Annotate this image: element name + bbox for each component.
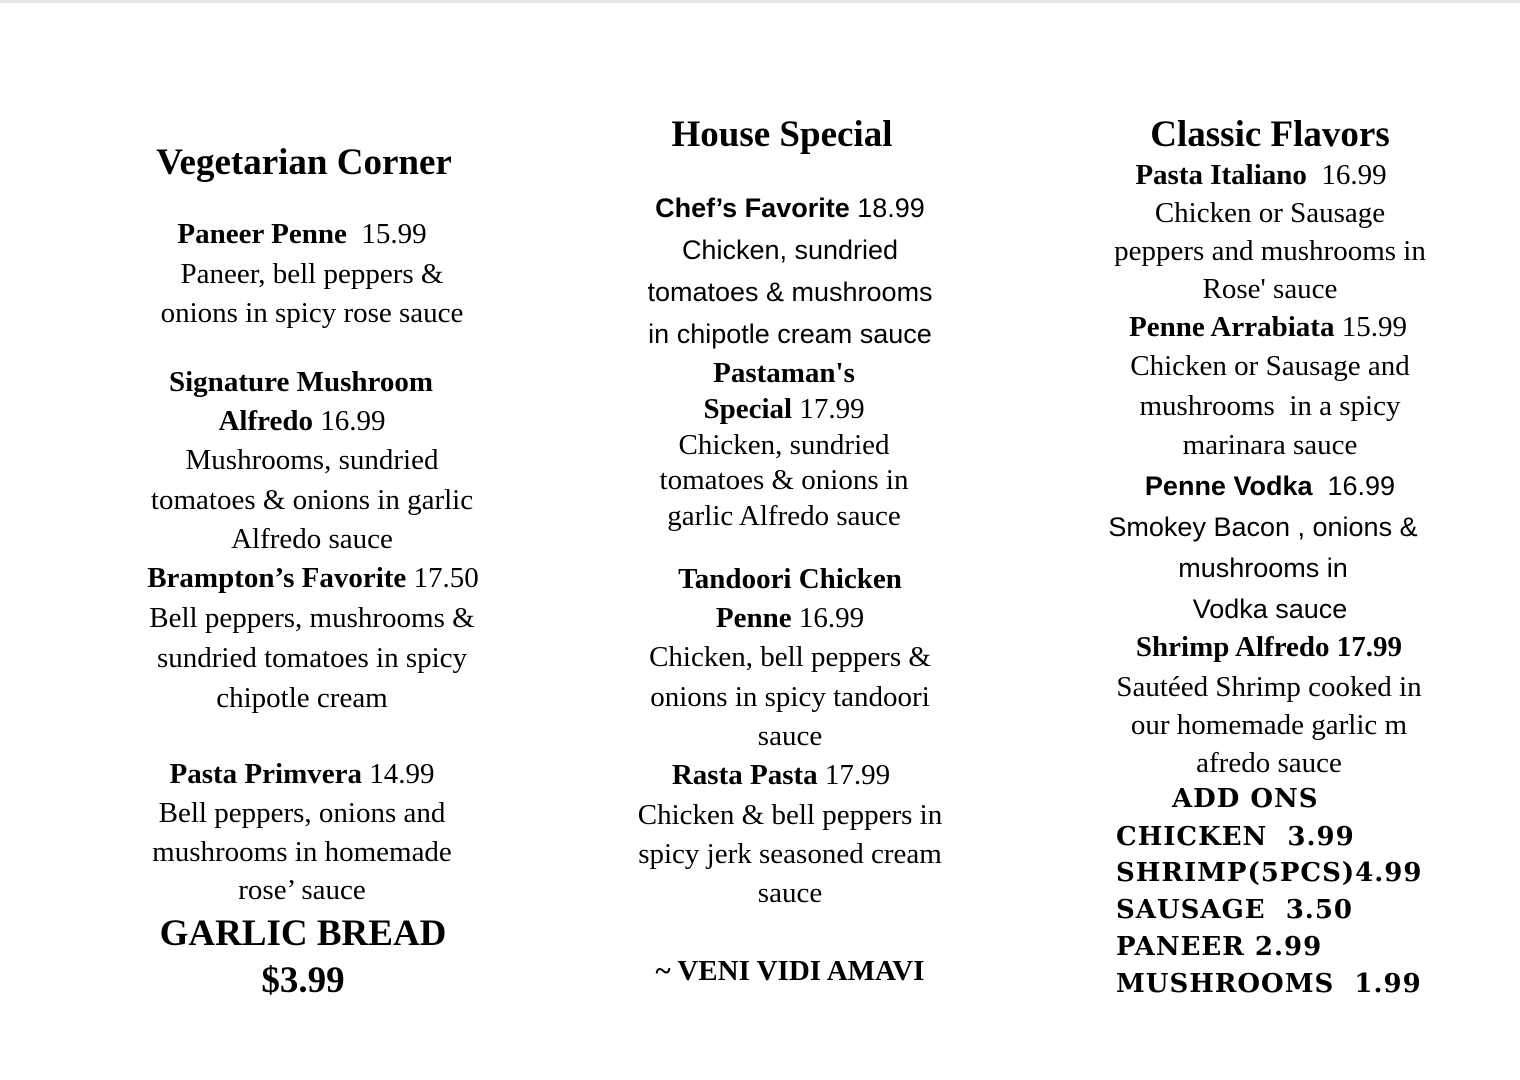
- chefs-favorite-title: [655, 193, 925, 224]
- penne-arrabiata-name: Penne Arrabiata: [1129, 311, 1335, 343]
- pastamans-special-desc-3: garlic Alfredo sauce: [667, 500, 901, 532]
- paneer-penne-title: [177, 218, 426, 251]
- pastamans-special-title: [703, 393, 864, 426]
- tandoori-chicken-desc-1: Chicken, bell peppers &: [649, 641, 931, 673]
- pasta-primvera-name: Pasta Primvera: [169, 758, 362, 790]
- classic-flavors-heading: Classic Flavors: [1150, 114, 1390, 155]
- add-on-item: SAUSAGE 3.50: [1116, 895, 1354, 925]
- add-on-item: CHICKEN 3.99: [1116, 822, 1355, 852]
- paneer-penne-price: 15.99: [361, 218, 427, 250]
- bramptons-favorite-price: 17.50: [413, 562, 479, 594]
- signature-mushroom-desc-1: Mushrooms, sundried: [185, 444, 439, 476]
- motto: ~ VENI VIDI AMAVI: [655, 955, 925, 987]
- penne-vodka-title: [1145, 471, 1395, 502]
- penne-arrabiata-title: [1129, 311, 1407, 344]
- penne-vodka-name: Penne Vodka: [1144, 471, 1313, 501]
- bramptons-favorite-name: Brampton’s Favorite: [147, 562, 407, 594]
- penne-vodka-price: 16.99: [1327, 471, 1396, 501]
- house-special-heading: House Special: [671, 114, 893, 155]
- rasta-pasta-desc-3: sauce: [757, 877, 823, 909]
- garlic-bread-price: $3.99: [261, 960, 345, 1001]
- chefs-favorite-name: Chef’s Favorite: [655, 193, 850, 223]
- tandoori-chicken-name-1: Tandoori Chicken: [678, 563, 902, 595]
- pasta-primvera-desc-1: Bell peppers, onions and: [158, 797, 446, 829]
- paneer-penne-name: Paneer Penne: [177, 218, 347, 250]
- penne-vodka-desc-3: Vodka sauce: [1192, 594, 1348, 624]
- shrimp-alfredo-desc-3: afredo sauce: [1196, 747, 1342, 779]
- paneer-penne-desc-2: onions in spicy rose sauce: [160, 297, 464, 329]
- pastamans-special-desc-2: tomatoes & onions in: [659, 464, 909, 496]
- penne-arrabiata-desc-1: Chicken or Sausage and: [1130, 350, 1410, 382]
- chefs-favorite-price: 18.99: [857, 193, 925, 223]
- tandoori-chicken-title: [716, 602, 864, 635]
- signature-mushroom-desc-3: Alfredo sauce: [231, 523, 393, 555]
- vegetarian-corner-heading: Vegetarian Corner: [156, 142, 452, 183]
- pasta-italiano-title: [1135, 159, 1386, 192]
- pastamans-special-desc-1: Chicken, sundried: [678, 429, 890, 461]
- shrimp-alfredo-desc-2: our homemade garlic m: [1130, 709, 1408, 741]
- rasta-pasta-name: Rasta Pasta: [671, 759, 818, 791]
- pastamans-special-price: 17.99: [799, 393, 865, 425]
- add-on-item: MUSHROOMS 1.99: [1116, 969, 1422, 999]
- tandoori-chicken-desc-2: onions in spicy tandoori: [650, 681, 930, 713]
- bramptons-favorite-desc-2: sundried tomatoes in spicy: [156, 642, 468, 674]
- signature-mushroom-desc-2: tomatoes & onions in garlic: [150, 484, 474, 516]
- bramptons-favorite-desc-3: chipotle cream: [216, 682, 388, 714]
- rasta-pasta-desc-1: Chicken & bell peppers in: [637, 799, 943, 831]
- signature-mushroom-price: 16.99: [320, 405, 386, 437]
- chefs-favorite-desc-3: in chipotle cream sauce: [648, 319, 932, 349]
- pastamans-special-name-2: Special: [703, 393, 793, 425]
- add-ons-heading: ADD ONS: [1172, 784, 1319, 814]
- signature-mushroom-name-1: Signature Mushroom: [169, 366, 433, 398]
- pasta-primvera-price: 14.99: [369, 758, 435, 790]
- pasta-italiano-desc-3: Rose' sauce: [1202, 273, 1338, 305]
- shrimp-alfredo-desc-1: Sautéed Shrimp cooked in: [1116, 671, 1422, 703]
- tandoori-chicken-name-2: Penne: [715, 602, 792, 634]
- garlic-bread-label: GARLIC BREAD: [159, 913, 447, 954]
- pasta-italiano-desc-1: Chicken or Sausage: [1154, 197, 1386, 229]
- paneer-penne-desc-1: Paneer, bell peppers &: [180, 258, 444, 290]
- rasta-pasta-desc-2: spicy jerk seasoned cream: [638, 838, 942, 870]
- tandoori-chicken-price: 16.99: [798, 602, 865, 634]
- top-border: [0, 0, 1520, 3]
- pastamans-special-name-1: Pastaman's: [713, 357, 855, 389]
- penne-arrabiata-price: 15.99: [1341, 311, 1407, 343]
- signature-mushroom-title: [218, 405, 385, 438]
- penne-arrabiata-desc-3: marinara sauce: [1182, 429, 1358, 461]
- pasta-italiano-desc-2: peppers and mushrooms in: [1114, 235, 1426, 267]
- pasta-italiano-price: 16.99: [1321, 159, 1387, 191]
- signature-mushroom-name-2: Alfredo: [218, 405, 314, 437]
- pasta-primvera-desc-2: mushrooms in homemade: [152, 836, 452, 868]
- pasta-primvera-desc-3: rose’ sauce: [238, 874, 366, 906]
- add-on-item: PANEER 2.99: [1116, 932, 1323, 962]
- penne-vodka-desc-2: mushrooms in: [1178, 553, 1348, 583]
- shrimp-alfredo-title: Shrimp Alfredo 17.99: [1135, 631, 1403, 663]
- tandoori-chicken-desc-3: sauce: [757, 720, 823, 752]
- add-on-item: SHRIMP(5PCS)4.99: [1116, 858, 1423, 888]
- chefs-favorite-desc-1: Chicken, sundried: [681, 235, 899, 265]
- rasta-pasta-price: 17.99: [824, 759, 891, 791]
- pasta-primvera-title: [170, 758, 435, 791]
- bramptons-favorite-title: [147, 562, 479, 595]
- pasta-italiano-name: Pasta Italiano: [1135, 159, 1307, 191]
- chefs-favorite-desc-2: tomatoes & mushrooms: [647, 277, 933, 307]
- rasta-pasta-title: [672, 759, 890, 792]
- bramptons-favorite-desc-1: Bell peppers, mushrooms &: [149, 602, 475, 634]
- penne-arrabiata-desc-2: mushrooms in a spicy: [1139, 390, 1401, 422]
- penne-vodka-desc-1: Smokey Bacon , onions &: [1108, 512, 1418, 542]
